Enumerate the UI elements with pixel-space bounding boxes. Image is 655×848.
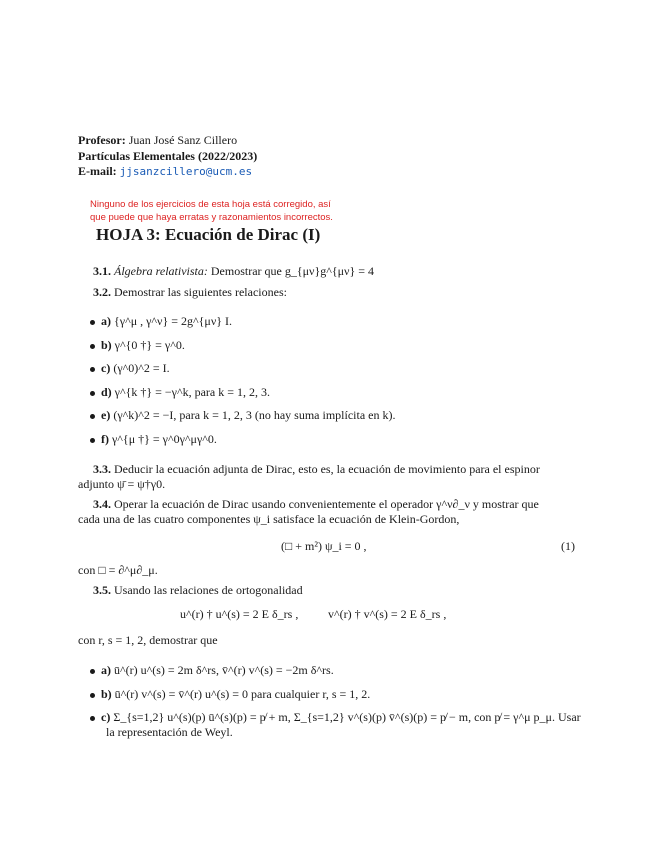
item-text: γ^{μ †} = γ^0γ^μγ^0. bbox=[112, 432, 217, 446]
exercise-number: 3.3. bbox=[93, 462, 111, 476]
email-label: E-mail: bbox=[78, 164, 117, 178]
note-line-1: Ninguno de los ejercicios de esta hoja está corregido, así bbox=[90, 199, 331, 210]
orthogonality-u: u^(r) † u^(s) = 2 E δ_rs , bbox=[180, 607, 299, 621]
profesor-label: Profesor: bbox=[78, 133, 126, 147]
item-text: {γ^μ , γ^ν} = 2g^{μν} I. bbox=[114, 314, 233, 328]
item-text: (γ^k)^2 = −I, para k = 1, 2, 3 (no hay suma implícita en k). bbox=[113, 408, 396, 422]
item-label: a) bbox=[101, 314, 111, 328]
list-item bbox=[90, 710, 581, 725]
item-text: γ^{0 †} = γ^0. bbox=[114, 338, 185, 352]
exercise-topic: Álgebra relativista: bbox=[114, 264, 208, 278]
profesor-name: Juan José Sanz Cillero bbox=[128, 133, 238, 147]
exercise-3-4-line-3: con □ = ∂^μ∂_μ. bbox=[78, 563, 158, 577]
item-label: b) bbox=[101, 338, 112, 352]
item-label: e) bbox=[101, 408, 111, 422]
exercise-3-2 bbox=[93, 285, 287, 300]
bullet-icon bbox=[90, 716, 95, 721]
bullet-icon bbox=[90, 669, 95, 674]
item-text: (γ^0)^2 = I. bbox=[113, 361, 170, 375]
exercise-text: Deducir la ecuación adjunta de Dirac, esto es, la ecuación de movimiento para el espinor bbox=[114, 462, 540, 476]
item-label: b) bbox=[101, 687, 112, 701]
exercise-text: Demostrar las siguientes relaciones: bbox=[114, 285, 287, 299]
note-line-2: que puede que haya erratas y razonamientos incorrectos. bbox=[90, 212, 333, 223]
item-label: c) bbox=[101, 710, 111, 724]
list-item bbox=[90, 314, 232, 329]
list-item bbox=[90, 687, 370, 702]
item-text: Σ_{s=1,2} u^(s)(p) ū^(s)(p) = p̸ + m, Σ_{s=1,2} v^(s)(p) v̄^(s)(p) = p̸ − m, con p̸ = γ^μ p_μ. Usar bbox=[113, 710, 581, 724]
item-label: f) bbox=[101, 432, 109, 446]
list-item bbox=[90, 408, 395, 423]
page-title: HOJA 3: Ecuación de Dirac (I) bbox=[96, 225, 321, 244]
list-item bbox=[90, 663, 334, 678]
exercise-text: Demostrar que g_{μν}g^{μν} = 4 bbox=[210, 264, 375, 278]
item-label: d) bbox=[101, 385, 112, 399]
item-text: γ^{k †} = −γ^k, para k = 1, 2, 3. bbox=[114, 385, 271, 399]
exercise-3-3-line-2: adjunto ψ̄ = ψ†γ0. bbox=[78, 477, 166, 491]
item-continuation: la representación de Weyl. bbox=[106, 725, 233, 739]
list-item bbox=[90, 361, 170, 376]
profesor-line bbox=[78, 133, 237, 148]
exercise-number: 3.2. bbox=[93, 285, 111, 299]
bullet-icon bbox=[90, 344, 95, 349]
exercise-3-4-line-2: cada una de las cuatro componentes ψ_i satisface la ecuación de Klein-Gordon, bbox=[78, 512, 460, 526]
exercise-number: 3.1. bbox=[93, 264, 111, 278]
email-line bbox=[78, 164, 252, 179]
klein-gordon-equation: (□ + m²) ψ_i = 0 , bbox=[281, 539, 367, 553]
exercise-3-5-line-2: con r, s = 1, 2, demostrar que bbox=[78, 633, 218, 647]
exercise-3-5 bbox=[93, 583, 303, 598]
item-label: a) bbox=[101, 663, 111, 677]
course-name: Partículas Elementales (2022/2023) bbox=[78, 149, 258, 163]
bullet-icon bbox=[90, 367, 95, 372]
item-label: c) bbox=[101, 361, 111, 375]
bullet-icon bbox=[90, 693, 95, 698]
list-item bbox=[90, 338, 185, 353]
exercise-3-4 bbox=[93, 497, 539, 512]
list-item bbox=[90, 432, 217, 447]
exercise-3-3 bbox=[93, 462, 540, 477]
equation-number: (1) bbox=[561, 539, 575, 553]
item-text: ū^(r) v^(s) = v̄^(r) u^(s) = 0 para cualquier r, s = 1, 2. bbox=[114, 687, 371, 701]
bullet-icon bbox=[90, 320, 95, 325]
item-text: ū^(r) u^(s) = 2m δ^rs, v̄^(r) v^(s) = −2m δ^rs. bbox=[114, 663, 334, 677]
exercise-number: 3.5. bbox=[93, 583, 111, 597]
list-item bbox=[90, 385, 270, 400]
orthogonality-v: v^(r) † v^(s) = 2 E δ_rs , bbox=[328, 607, 447, 621]
exercise-text: Usando las relaciones de ortogonalidad bbox=[114, 583, 303, 597]
exercise-text: Operar la ecuación de Dirac usando convenientemente el operador γ^ν∂_ν y mostrar que bbox=[114, 497, 539, 511]
bullet-icon bbox=[90, 438, 95, 443]
exercise-number: 3.4. bbox=[93, 497, 111, 511]
exercise-3-1 bbox=[93, 264, 374, 279]
bullet-icon bbox=[90, 391, 95, 396]
email-link[interactable]: jjsanzcillero@ucm.es bbox=[119, 165, 253, 178]
bullet-icon bbox=[90, 414, 95, 419]
course-line bbox=[78, 149, 257, 164]
